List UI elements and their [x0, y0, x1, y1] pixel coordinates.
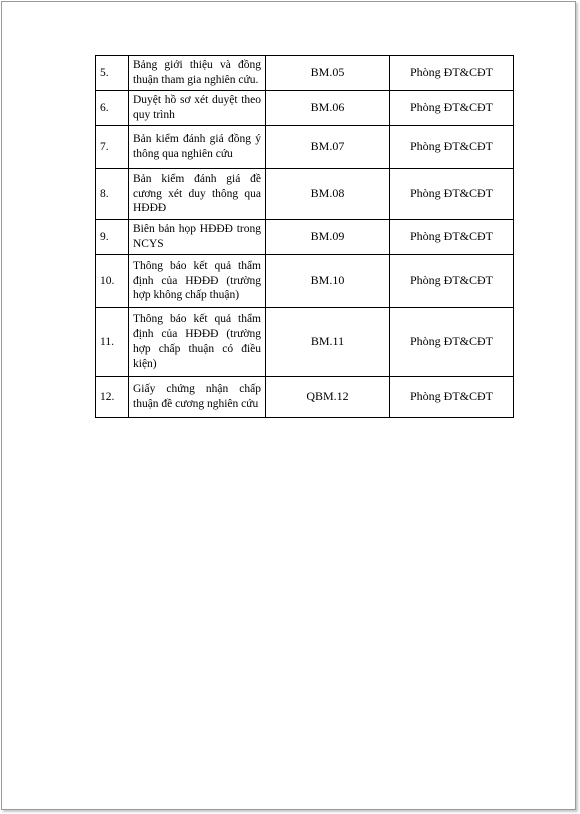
responsible-dept: Phòng ĐT&CĐT [390, 169, 514, 220]
responsible-dept: Phòng ĐT&CĐT [390, 91, 514, 126]
form-name: Duyệt hồ sơ xét duyệt theo quy trình [129, 91, 266, 126]
row-number: 9. [96, 220, 129, 255]
form-name: Bản kiểm đánh giá đồng ý thông qua nghiên cứu [129, 126, 266, 169]
form-name: Biên bản họp HĐĐĐ trong NCYS [129, 220, 266, 255]
forms-table [95, 55, 514, 418]
form-code: BM.07 [266, 126, 390, 169]
table-row [96, 377, 514, 418]
responsible-dept: Phòng ĐT&CĐT [390, 126, 514, 169]
table-row [96, 220, 514, 255]
form-code: BM.11 [266, 308, 390, 377]
form-name: Giấy chứng nhận chấp thuận đề cương nghiên cứu [129, 377, 266, 418]
row-number: 7. [96, 126, 129, 169]
responsible-dept: Phòng ĐT&CĐT [390, 308, 514, 377]
row-number: 11. [96, 308, 129, 377]
form-name: Thông báo kết quả thẩm định của HĐĐĐ (trường hợp không chấp thuận) [129, 255, 266, 308]
form-code: BM.08 [266, 169, 390, 220]
table-row [96, 91, 514, 126]
table-row [96, 56, 514, 91]
table-row [96, 308, 514, 377]
table-row [96, 169, 514, 220]
responsible-dept: Phòng ĐT&CĐT [390, 377, 514, 418]
form-code: BM.09 [266, 220, 390, 255]
form-name: Bản kiểm đánh giá đề cương xét duy thông qua HĐĐĐ [129, 169, 266, 220]
form-name: Bảng giới thiệu và đồng thuận tham gia nghiên cứu. [129, 56, 266, 91]
form-name: Thông báo kết quả thẩm định của HĐĐĐ (trường hợp chấp thuận có điều kiện) [129, 308, 266, 377]
table-row [96, 126, 514, 169]
row-number: 8. [96, 169, 129, 220]
table-row [96, 255, 514, 308]
row-number: 6. [96, 91, 129, 126]
responsible-dept: Phòng ĐT&CĐT [390, 220, 514, 255]
responsible-dept: Phòng ĐT&CĐT [390, 255, 514, 308]
form-code: QBM.12 [266, 377, 390, 418]
row-number: 5. [96, 56, 129, 91]
row-number: 10. [96, 255, 129, 308]
row-number: 12. [96, 377, 129, 418]
form-code: BM.06 [266, 91, 390, 126]
form-code: BM.10 [266, 255, 390, 308]
responsible-dept: Phòng ĐT&CĐT [390, 56, 514, 91]
form-code: BM.05 [266, 56, 390, 91]
